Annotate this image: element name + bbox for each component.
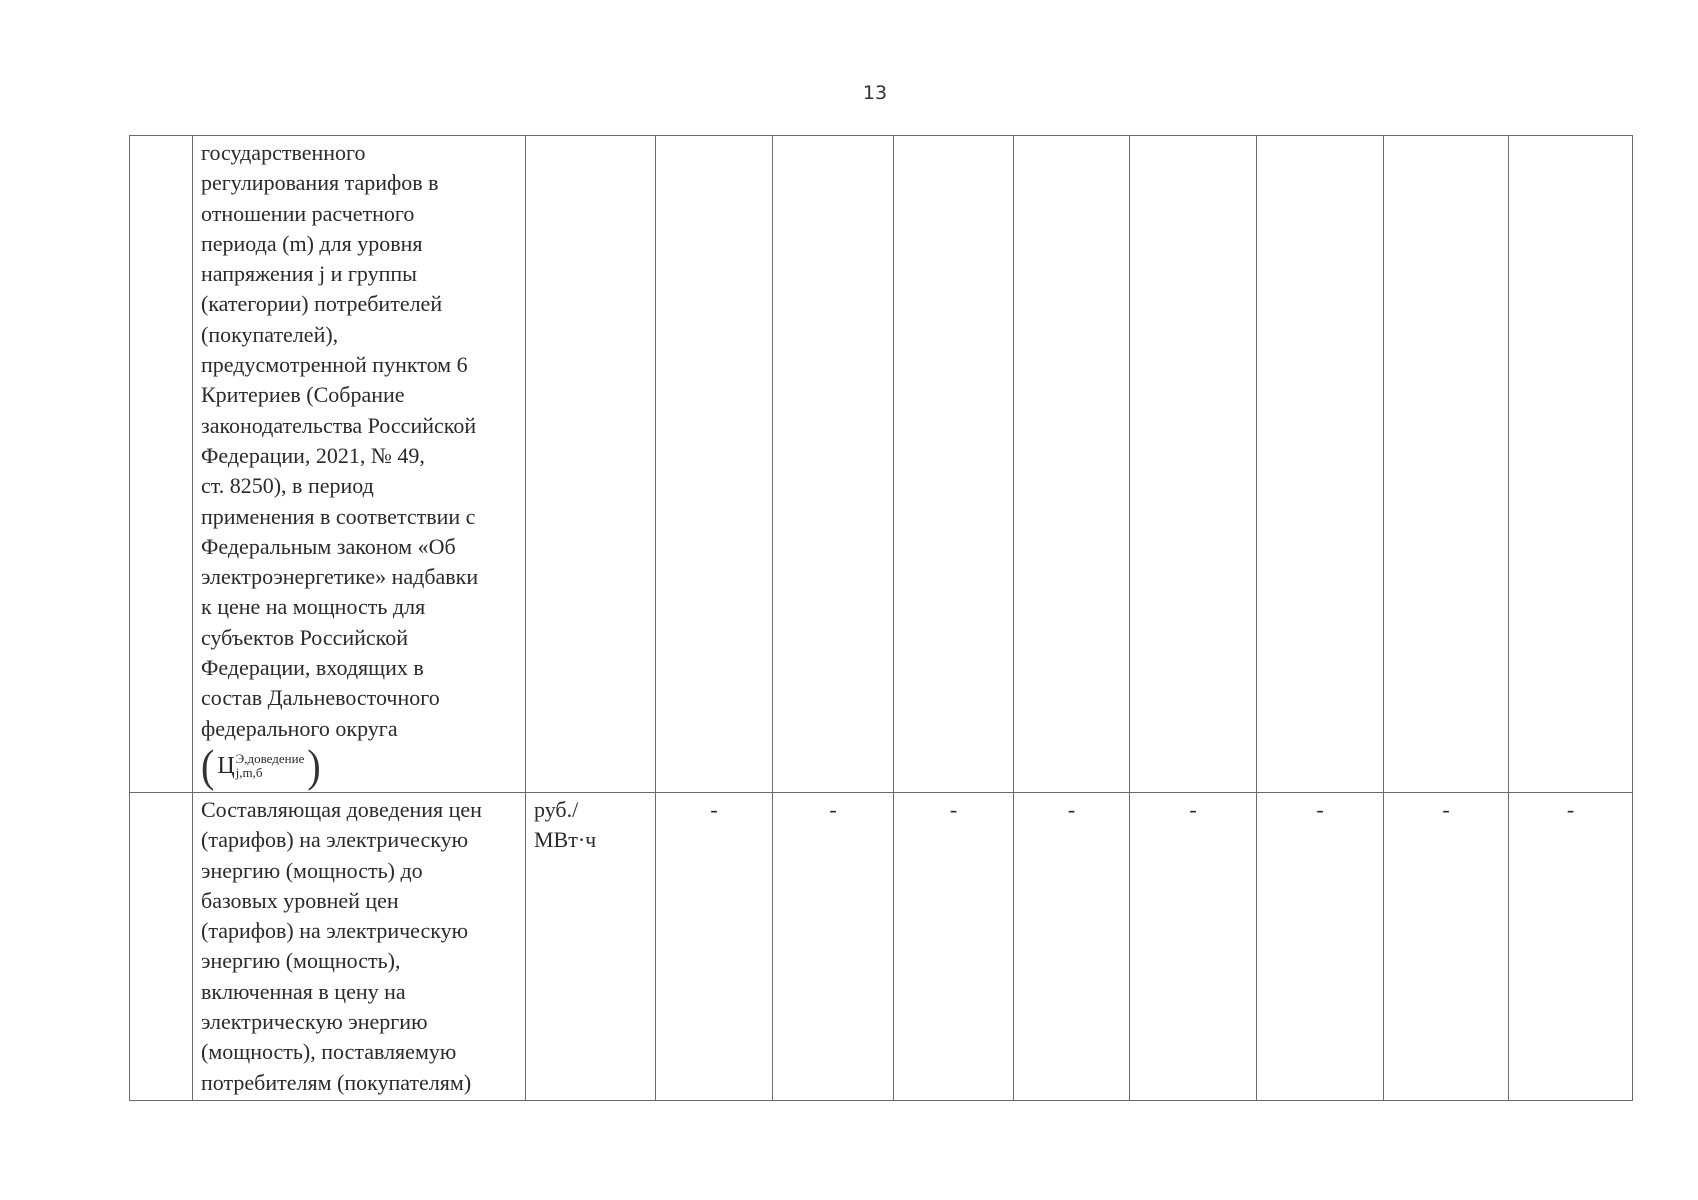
- value-cell: [1014, 136, 1130, 793]
- value-cell: -: [1257, 793, 1384, 1101]
- row-description: Составляющая доведения цен (тарифов) на электрическую энергию (мощность) до базовых уровней цен (тарифов) на электрическую энергию (мощность), включенная в цену на электрическую энергию (мощность), поставляемую потребителям (покупателям): [201, 797, 482, 1095]
- table-row: [130, 136, 1633, 793]
- formula-symbol: [201, 739, 321, 792]
- value-cell: [1509, 136, 1633, 793]
- value-cell: -: [894, 793, 1014, 1101]
- value-cell: -: [1384, 793, 1509, 1101]
- table-row: [130, 793, 1633, 1101]
- right-paren: ): [307, 739, 321, 792]
- row-number-cell: [130, 793, 193, 1101]
- value-cell: [1130, 136, 1257, 793]
- value-cell: -: [1130, 793, 1257, 1101]
- value-cell: [656, 136, 773, 793]
- row-description: государственного регулирования тарифов в отношении расчетного периода (m) для уровня напряжения j и группы (категории) потребителей (покупателей), предусмотренной пунктом 6 Критериев (Собрание законодательства Российской Федерации, 2021, № 49, ст. 8250), в период применения в соответствии с Федеральным законом «Об электроэнергетике» надбавки к цене на мощность для субъектов Российской Федерации, входящих в состав Дальневосточного федерального округа: [201, 140, 479, 741]
- left-paren: (: [201, 739, 215, 792]
- page-number: 13: [862, 82, 888, 104]
- unit-cell: руб./ МВт·ч: [526, 793, 656, 1101]
- formula-subscript: j,m,б: [235, 764, 263, 780]
- tariff-table: [129, 135, 1633, 1101]
- value-cell: -: [656, 793, 773, 1101]
- formula-superscript: Э,доведение: [235, 750, 305, 766]
- value-cell: -: [1014, 793, 1130, 1101]
- value-cell: [894, 136, 1014, 793]
- unit-cell: [526, 136, 656, 793]
- formula-body: [217, 752, 304, 780]
- value-cell: [1384, 136, 1509, 793]
- value-cell: [1257, 136, 1384, 793]
- formula-letter: Ц: [217, 752, 235, 779]
- formula-scripts: [236, 752, 305, 780]
- row-number-cell: [130, 136, 193, 793]
- value-cell: -: [1509, 793, 1633, 1101]
- description-cell: [193, 136, 526, 793]
- value-cell: [773, 136, 894, 793]
- value-cell: -: [773, 793, 894, 1101]
- description-cell: [193, 793, 526, 1101]
